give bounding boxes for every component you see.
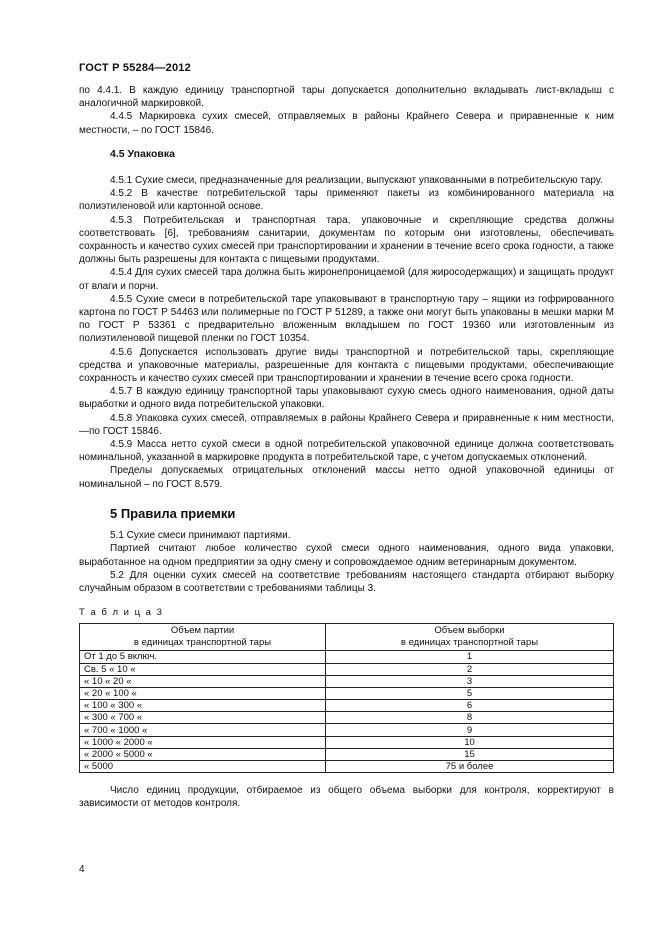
- table-row: [80, 651, 614, 663]
- document-body: [79, 84, 614, 811]
- paragraph: 5.1 Сухие смеси принимают партиями.: [110, 530, 291, 542]
- table-row: [80, 761, 614, 773]
- table-cell: « 2000 « 5000 «: [80, 748, 326, 760]
- table-cell: Св. 5 « 10 «: [80, 663, 326, 675]
- table-caption: Т а б л и ц а 3: [79, 607, 164, 619]
- paragraph: 4.5.7 В каждую единицу транспортной тары упаковывают сухую смесь одного наименования, одной даты выработки и одного вида потребительской упаковки.: [79, 386, 614, 411]
- table-cell: 2: [326, 663, 614, 675]
- table-cell: « 10 « 20 «: [80, 675, 326, 687]
- table-cell: « 20 « 100 «: [80, 687, 326, 699]
- sampling-table: [79, 623, 614, 773]
- table-cell: « 300 « 700 «: [80, 712, 326, 724]
- table-cell: 75 и более: [326, 761, 614, 773]
- table-cell: 6: [326, 700, 614, 712]
- paragraph: Партией считают любое количество сухой смеси одного наименования, одного вида упаковки, выработанное на одном предприятии за одну смену и сопровождаемое одним ветеринарным документом.: [79, 543, 614, 568]
- header-line: в единицах транспортной тары: [400, 637, 539, 649]
- table-row: [80, 712, 614, 724]
- page-number: 4: [79, 864, 85, 875]
- paragraph: 4.5.2 В качестве потребительской тары применяют пакеты из комбинированного материала на полиэтиленовой или картонной основе.: [79, 188, 614, 213]
- table-row: [80, 736, 614, 748]
- paragraph: 5.2 Для оценки сухих смесей на соответствие требованиям настоящего стандарта отбирают выборку случайным образом в соответствии с требованиями таблицы 3.: [79, 569, 614, 594]
- table-row: [80, 687, 614, 699]
- table-cell: От 1 до 5 включ.: [80, 651, 326, 663]
- paragraph: 4.5.6 Допускается использовать другие виды транспортной и потребительской тары, скрепляющие средства и упаковочные материалы, разрешенные для контакта с пищевыми продуктами, обеспечивающие сохранность и качество сухих смесей при транспортировании и хранении в течение всего срока годности.: [79, 346, 614, 385]
- paragraph: Число единиц продукции, отбираемое из общего объема выборки для контроля, корректируют в зависимости от методов контроля.: [79, 785, 614, 810]
- table-header-cell: [80, 624, 326, 651]
- table-cell: « 100 « 300 «: [80, 700, 326, 712]
- paragraph: по 4.4.1. В каждую единицу транспортной тары допускается дополнительно вкладывать лист-вкладыш с аналогичной маркировкой.: [79, 85, 614, 110]
- section-heading-5: 5 Правила приемки: [110, 505, 236, 521]
- paragraph: 4.5.4 Для сухих смесей тара должна быть жиронепроницаемой (для жиросодержащих) и защищать продукт от влаги и порчи.: [79, 267, 614, 292]
- header-line: в единицах транспортной тары: [133, 637, 272, 649]
- paragraph: 4.5.8 Упаковка сухих смесей, отправляемых в районы Крайнего Севера и приравненные к ним местности, —по ГОСТ 15846.: [79, 412, 614, 437]
- table-cell: 3: [326, 675, 614, 687]
- paragraph: 4.5.5 Сухие смеси в потребительской таре упаковывают в транспортную тару – ящики из гофрированного картона по ГОСТ Р 54463 или полимерные по ГОСТ Р 51289, а также они могут быть упакованы в мешки марки М по ГОСТ Р 53361 с предварительно вложенным вкладышем по ГОСТ 19360 или изготовленным из полиэтиленовой пищевой пленки по ГОСТ 10354.: [79, 293, 614, 345]
- paragraph: 4.4.5 Маркировка сухих смесей, отправляемых в районы Крайнего Севера и приравненные к ним местности, – по ГОСТ 15846.: [79, 111, 614, 136]
- section-heading-4-5: 4.5 Упаковка: [110, 147, 175, 160]
- table-header-row: [80, 624, 614, 651]
- document-header: ГОСТ Р 55284—2012: [79, 62, 191, 74]
- paragraph: Пределы допускаемых отрицательных отклонений массы нетто одной упаковочной единицы от номинальной – по ГОСТ 8.579.: [79, 465, 614, 490]
- table-row: [80, 675, 614, 687]
- table-row: [80, 663, 614, 675]
- table-header-cell: [326, 624, 614, 651]
- table-cell: 1: [326, 651, 614, 663]
- paragraph: 4.5.1 Сухие смеси, предназначенные для реализации, выпускают упакованными в потребительскую тару.: [110, 175, 603, 187]
- table-cell: 9: [326, 724, 614, 736]
- paragraph: 4.5.3 Потребительская и транспортная тара, упаковочные и скрепляющие средства должны соответствовать [6], требованиям санитарии, документам по которым они изготовлены, обеспечивать сохранность и качество сухих смесей при транспортировании и хранении в течение всего срока годности, а также должны быть разрешены для контакта с пищевыми продуктами.: [79, 214, 614, 266]
- header-line: Объем партии: [170, 625, 235, 637]
- table-cell: 15: [326, 748, 614, 760]
- table-cell: « 5000: [80, 761, 326, 773]
- table-cell: 5: [326, 687, 614, 699]
- table-row: [80, 724, 614, 736]
- header-line: Объем выборки: [434, 625, 505, 637]
- table-cell: 10: [326, 736, 614, 748]
- table-cell: 8: [326, 712, 614, 724]
- paragraph: 4.5.9 Масса нетто сухой смеси в одной потребительской упаковочной единице должна соответствовать номинальной, указанной в маркировке продукта в потребительской таре, с учетом допускаемых отклонений.: [79, 439, 614, 464]
- table-row: [80, 748, 614, 760]
- table-cell: « 700 « 1000 «: [80, 724, 326, 736]
- table-row: [80, 700, 614, 712]
- table-cell: « 1000 « 2000 «: [80, 736, 326, 748]
